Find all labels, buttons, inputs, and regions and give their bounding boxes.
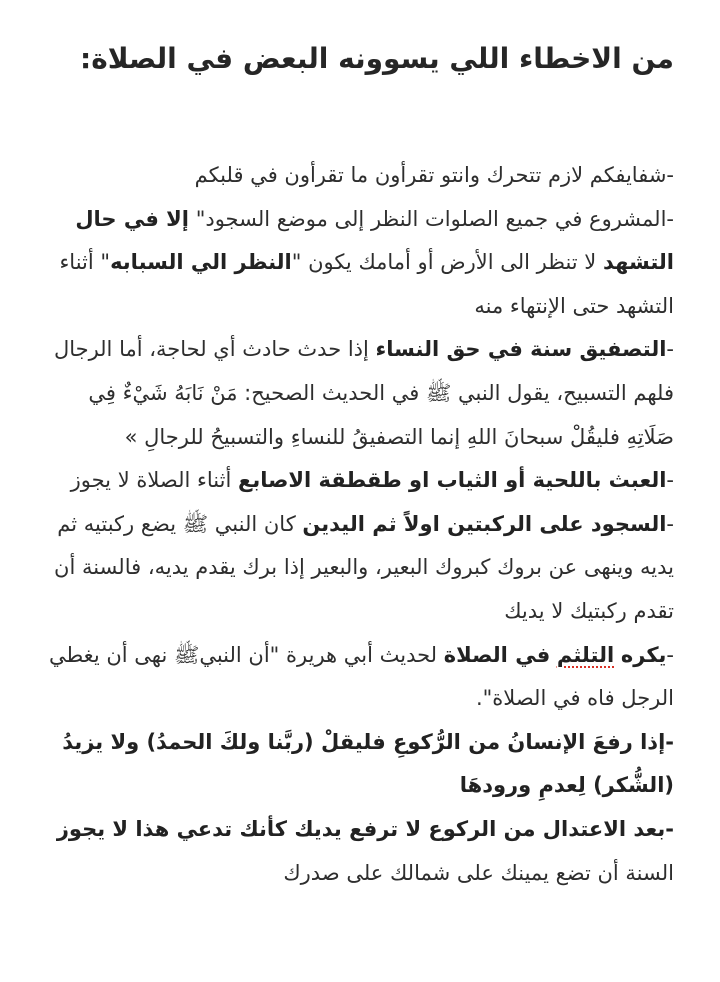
item-emphasis: في الصلاة: [443, 642, 551, 667]
item-text: -: [666, 468, 674, 493]
item-emphasis: -بعد الاعتدال من الركوع لا ترفع يديك كأنك تدعي هذا لا يجوز: [56, 816, 674, 841]
spellcheck-underlined-word[interactable]: التلثم: [556, 642, 615, 667]
list-item: [46, 808, 674, 895]
list-item: [46, 721, 674, 808]
page-title: من الاخطاء اللي يسوونه البعض في الصلاة:: [80, 42, 674, 75]
list-item: [46, 198, 674, 329]
item-text: -المشروع في جميع الصلوات النظر إلى موضع السجود": [189, 206, 674, 231]
item-text: -: [666, 337, 674, 362]
item-text: -: [666, 511, 674, 536]
item-text: " أثناء التشهد حتى الإنتهاء منه: [59, 250, 674, 318]
item-emphasis: السجود على الركبتين اولاً ثم اليدين: [302, 511, 667, 536]
list-item: [46, 328, 674, 459]
item-text: -: [666, 642, 674, 667]
document-body: [46, 154, 674, 895]
list-item: [46, 503, 674, 634]
list-item: [46, 154, 674, 198]
item-emphasis: -إذا رفعَ الإنسانُ من الرُّكوعِ فليقلْ (ربَّنا ولكَ الحمدُ) ولا يزيدُ (الشُّكر) لِعدمِ ورودهَا: [62, 729, 674, 798]
item-text: -شفايفكم لازم تتحرك وانتو تقرأون ما تقرأون في قلبكم: [194, 163, 674, 187]
item-text: لا تنظر الى الأرض أو أمامك يكون ": [291, 250, 603, 275]
item-emphasis: إلا في حال التشهد: [75, 206, 674, 275]
item-emphasis: النظر الي السبابه: [110, 250, 292, 275]
item-text: السنة أن تضع يمينك على شمالك على صدرك: [283, 860, 674, 885]
list-item: [46, 459, 674, 503]
item-emphasis: التصفيق سنة في حق النساء: [375, 337, 667, 362]
list-item: [46, 634, 674, 721]
item-text: إذا حدث حادث أي لحاجة، أما الرجال فلهم التسبيح، يقول النبي ﷺ في الحديث الصحيح: مَنْ نَابَهُ شَيْءٌ فِي صَلَاتِهِ فليقُلْ سبحانَ اللهِ إنما التصفيقُ للنساءِ والتسبيحُ للرجالِ »: [53, 337, 674, 449]
item-emphasis: العبث باللحية أو الثياب او طقطقة الاصابع: [237, 468, 667, 493]
item-text: كان النبي ﷺ يضع ركبتيه ثم يديه وينهى عن بروك كبروك البعير، والبعير إذا برك يقدم يديه، فالسنة أن تقدم ركبتيك لا يديك: [54, 511, 674, 623]
item-text: أثناء الصلاة لا يجوز: [70, 468, 238, 493]
item-emphasis: يكره: [620, 642, 667, 667]
item-text: لحديث أبي هريرة "أن النبيﷺ نهى أن يغطي الرجل فاه في الصلاة".: [48, 642, 674, 711]
